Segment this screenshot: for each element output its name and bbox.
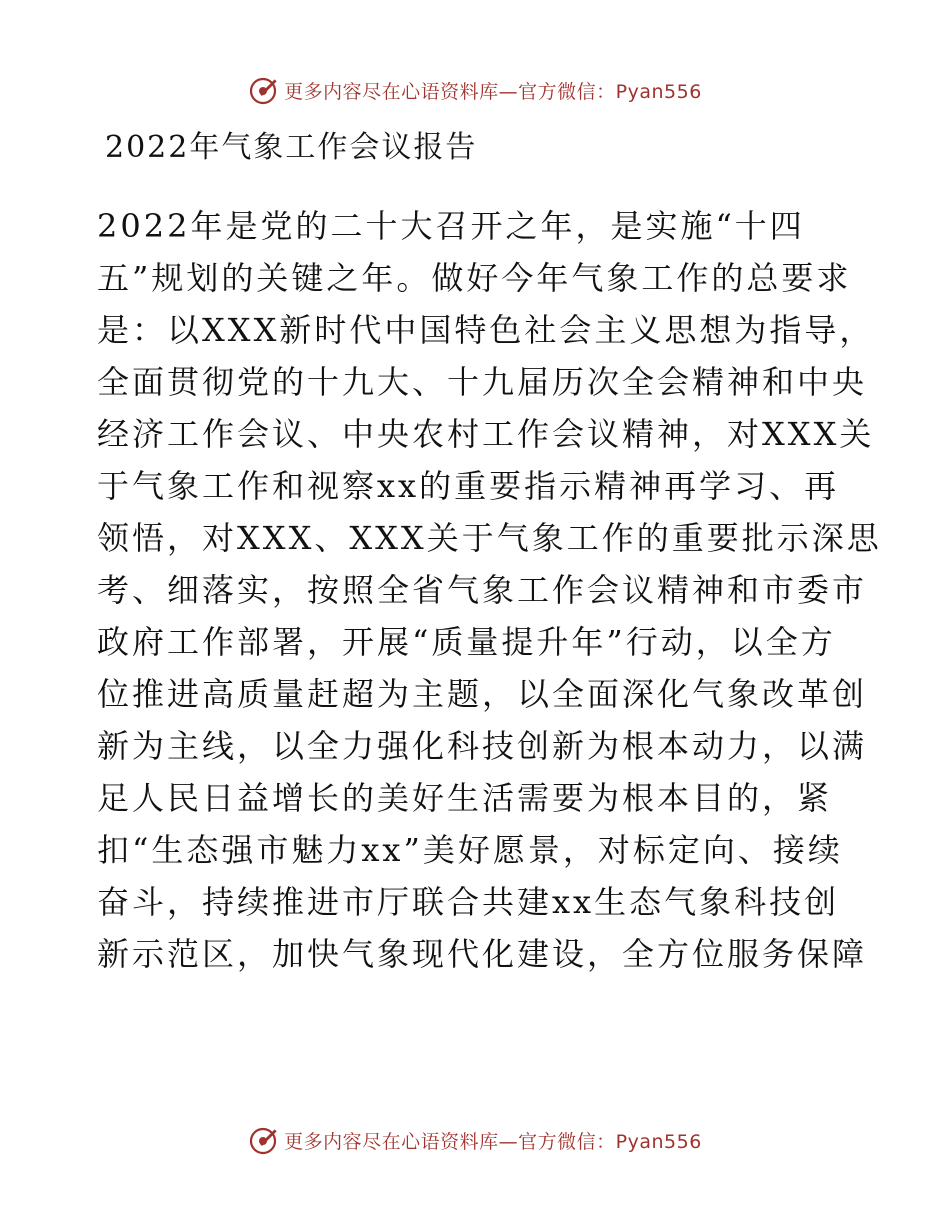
body-line: 政府工作部署，开展“质量提升年”行动，以全方 <box>97 623 836 661</box>
footer-banner <box>0 1120 950 1160</box>
body-line: 于气象工作和视察xx的重要指示精神再学习、再 <box>97 467 840 505</box>
body-line: 经济工作会议、中央农村工作会议精神，对XXX关 <box>97 415 875 453</box>
header-banner <box>0 70 950 110</box>
document-body <box>97 200 887 980</box>
pen-circle-logo-icon <box>248 74 280 106</box>
body-line: 考、细落实，按照全省气象工作会议精神和市委市 <box>97 571 868 609</box>
body-line: 是：以XXX新时代中国特色社会主义思想为指导， <box>97 311 875 349</box>
body-line: 2022年是党的二十大召开之年，是实施“十四 <box>97 207 805 245</box>
header-banner-text: 更多内容尽在心语资料库—官方微信：Pyan556 <box>284 80 702 103</box>
body-line: 全面贯彻党的十九大、十九届历次全会精神和中央 <box>97 363 868 401</box>
footer-banner-text: 更多内容尽在心语资料库—官方微信：Pyan556 <box>284 1130 702 1153</box>
body-line: 位推进高质量赶超为主题，以全面深化气象改革创 <box>97 675 868 713</box>
body-line: 新为主线，以全力强化科技创新为根本动力，以满 <box>97 727 868 765</box>
body-line: 新示范区，加快气象现代化建设，全方位服务保障 <box>97 935 868 973</box>
body-line: 足人民日益增长的美好生活需要为根本目的，紧 <box>97 779 833 817</box>
pen-circle-logo-icon <box>248 1124 280 1156</box>
document-title: 2022年气象工作会议报告 <box>105 130 478 165</box>
body-line: 奋斗，持续推进市厅联合共建xx生态气象科技创 <box>97 883 840 921</box>
body-line: 扣“生态强市魅力xx”美好愿景，对标定向、接续 <box>97 831 843 869</box>
body-line: 五”规划的关键之年。做好今年气象工作的总要求 <box>97 259 852 297</box>
body-line: 领悟，对XXX、XXX关于气象工作的重要批示深思 <box>97 519 882 557</box>
